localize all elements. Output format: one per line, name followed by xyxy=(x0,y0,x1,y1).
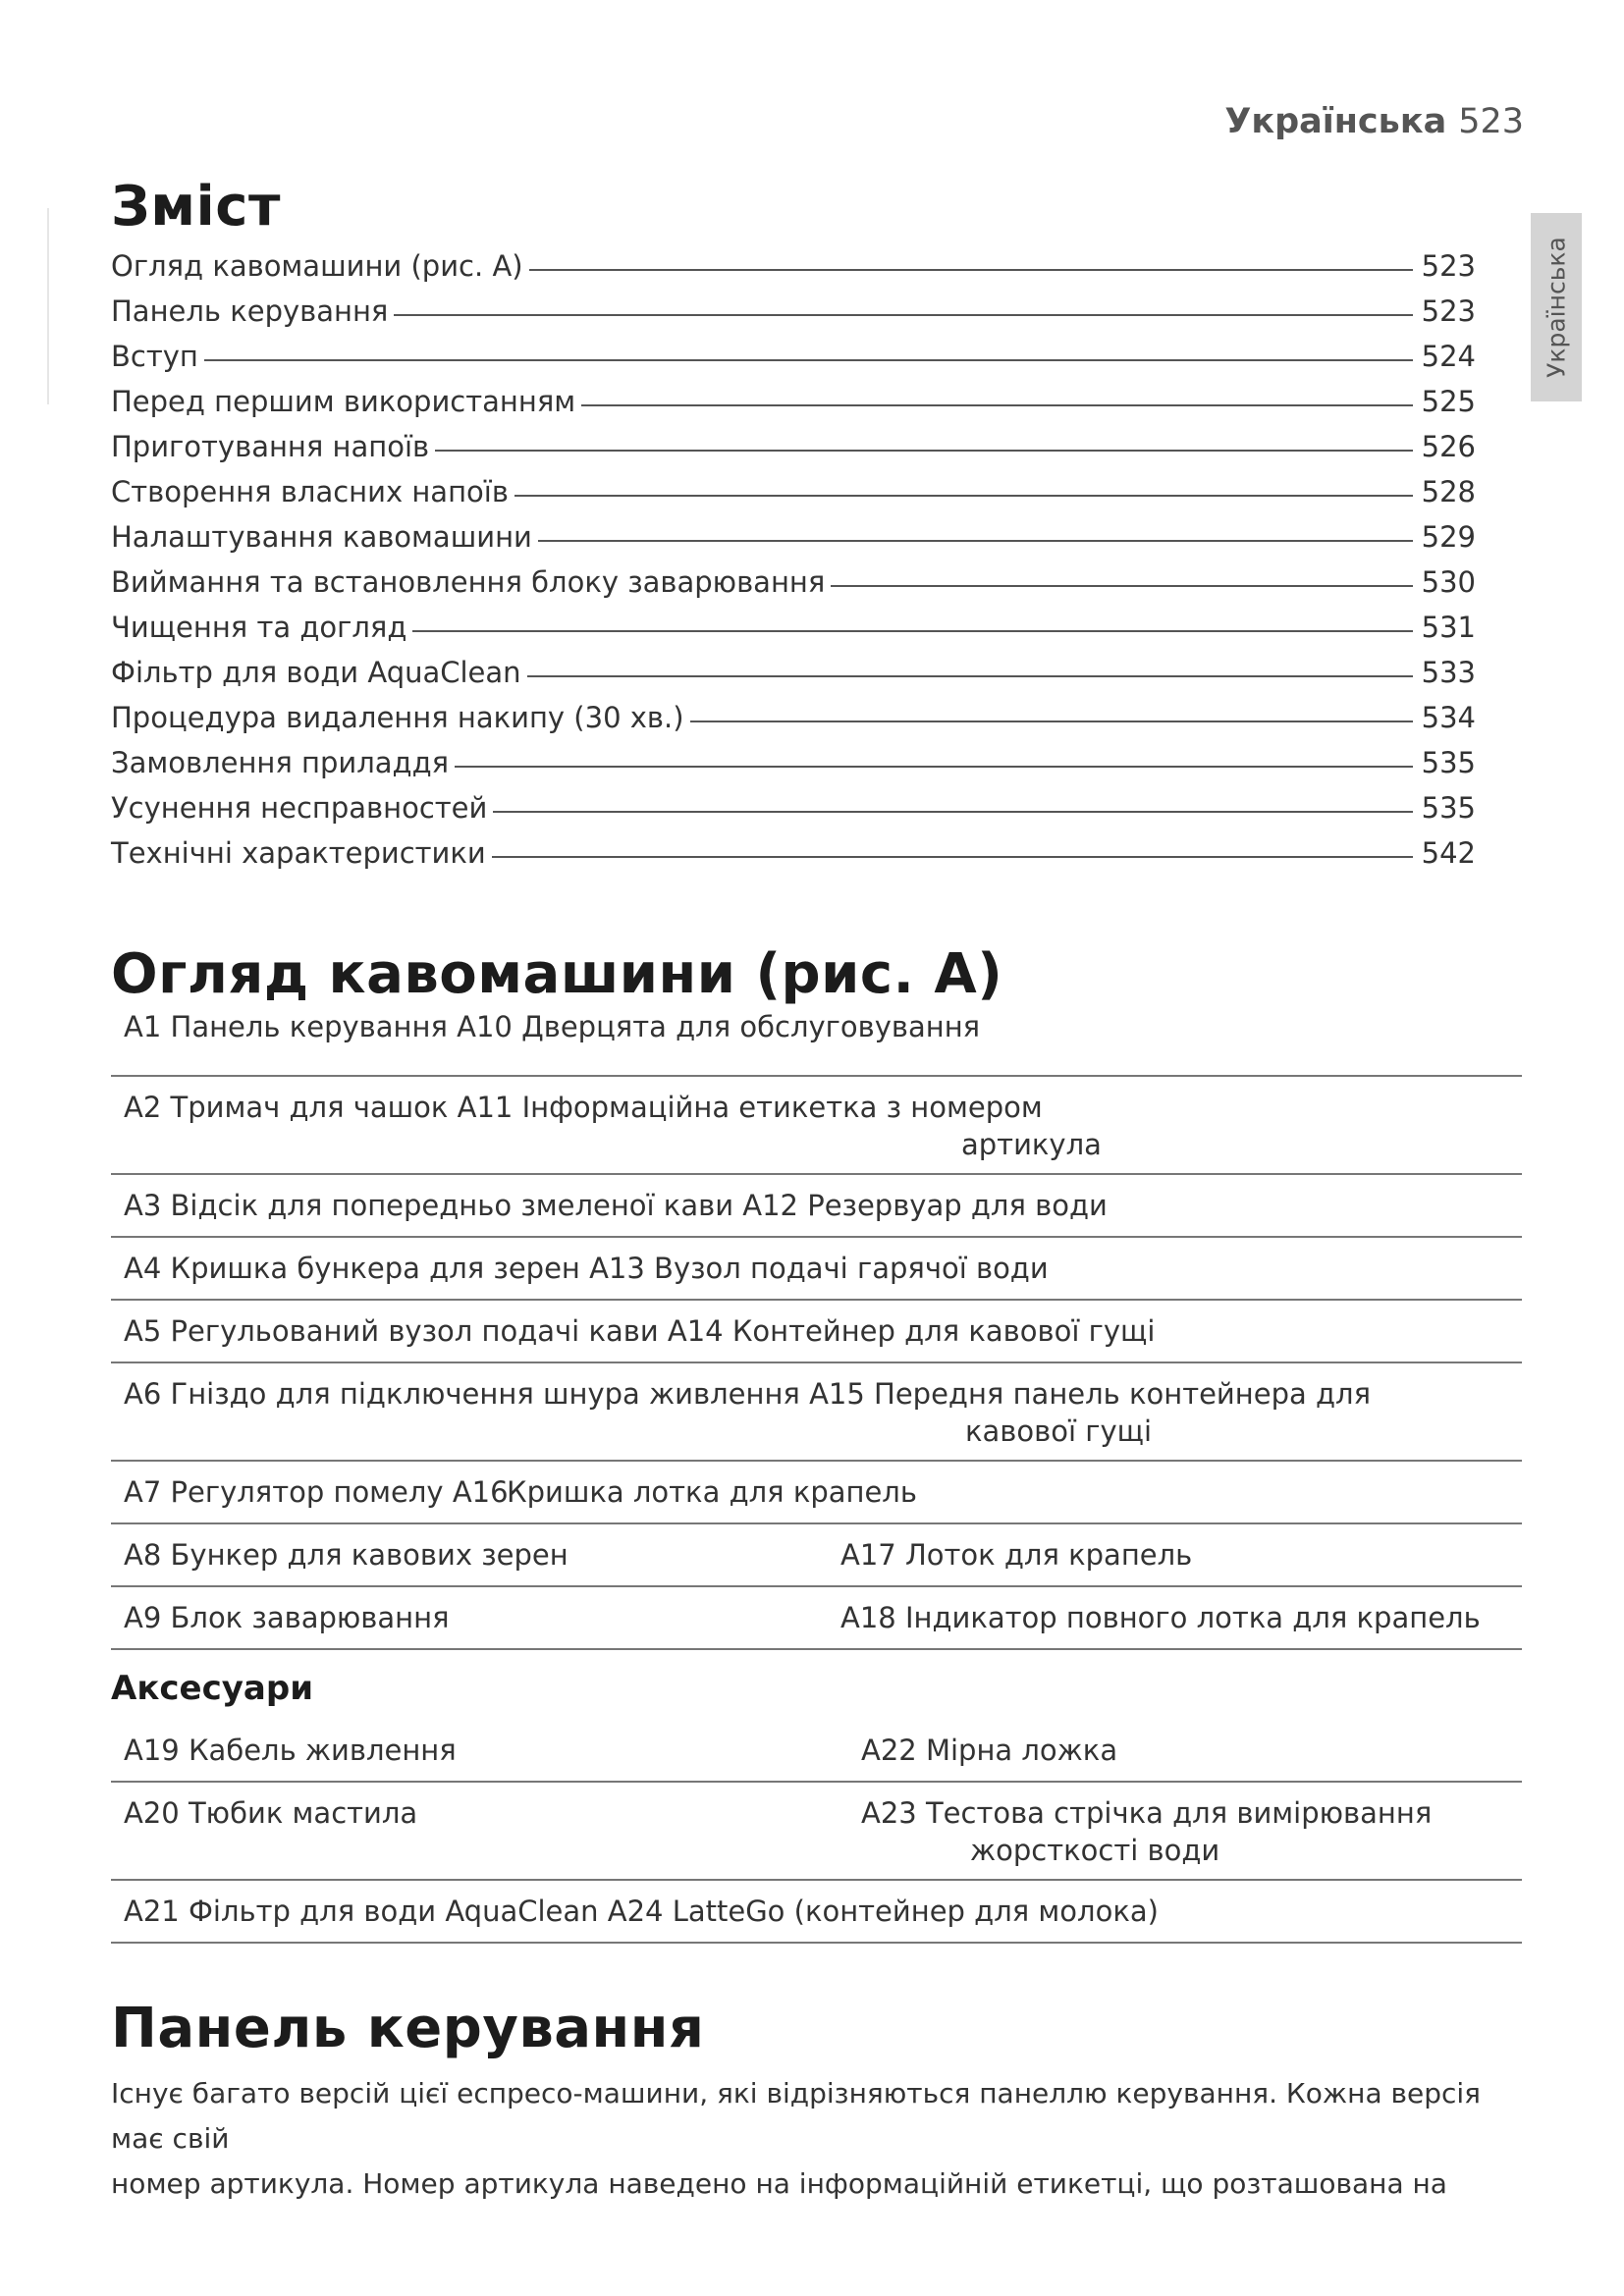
toc-entry xyxy=(111,430,1476,475)
table-row xyxy=(111,1783,1522,1881)
table-row xyxy=(111,1524,1522,1587)
toc-leader-line xyxy=(394,314,1413,316)
row-primary-text: A8 Бункер для кавових зерен xyxy=(124,1538,568,1572)
table-row xyxy=(111,1881,1522,1944)
toc-entry xyxy=(111,791,1476,836)
row-primary-text: A19 Кабель живлення xyxy=(124,1734,457,1767)
toc-leader-line xyxy=(492,856,1413,858)
language-side-tab xyxy=(1531,213,1582,401)
table-row xyxy=(111,1175,1522,1238)
table-row xyxy=(111,1077,1522,1175)
toc-entry-title: Налаштування кавомашини xyxy=(111,520,532,554)
toc-entry-title: Процедура видалення накипу (30 хв.) xyxy=(111,701,684,734)
row-primary-text: A7 Регулятор помелу A16 xyxy=(124,1475,509,1509)
table-row xyxy=(111,1462,1522,1524)
table-row xyxy=(111,1363,1522,1462)
toc-entry-page: 531 xyxy=(1421,611,1476,644)
toc-entry xyxy=(111,385,1476,430)
header-language: Українська xyxy=(1224,102,1447,141)
toc-entry-title: Перед першим використанням xyxy=(111,385,576,418)
toc-entry xyxy=(111,701,1476,746)
row-secondary-text: A17 Лоток для крапель xyxy=(840,1538,1193,1572)
row-primary-text: A5 Регульований вузол подачі кави A14 Контейнер для кавової гущі xyxy=(124,1314,1156,1348)
table-row xyxy=(111,1587,1522,1650)
paragraph-line: номер артикула. Номер артикула наведено на інформаційній етикетці, що розташована на xyxy=(111,2167,1447,2200)
row-secondary-text: A23 Тестова стрічка для вимірювання xyxy=(861,1796,1433,1830)
control-panel-paragraph xyxy=(111,2071,1525,2207)
toc-entry-page: 523 xyxy=(1421,294,1476,328)
toc-entry-title: Приготування напоїв xyxy=(111,430,430,463)
overview-table xyxy=(111,996,1522,1650)
toc-entry-title: Вступ xyxy=(111,340,198,373)
row-continuation-text: артикула xyxy=(961,1128,1102,1161)
row-primary-text: A20 Тюбик мастила xyxy=(124,1796,418,1830)
toc-entry-title: Фільтр для води AquaClean xyxy=(111,656,521,689)
row-primary-text: A21 Фільтр для води AquaClean A24 LatteGo (контейнер для молока) xyxy=(124,1895,1159,1928)
toc-leader-line xyxy=(529,269,1413,271)
toc-entry xyxy=(111,475,1476,520)
table-of-contents xyxy=(111,249,1476,881)
toc-entry xyxy=(111,565,1476,611)
toc-entry-page: 542 xyxy=(1421,836,1476,870)
toc-entry xyxy=(111,520,1476,565)
row-primary-text: A6 Гніздо для підключення шнура живлення A15 Передня панель контейнера для xyxy=(124,1377,1372,1411)
toc-entry-page: 535 xyxy=(1421,746,1476,779)
toc-entry-title: Замовлення приладдя xyxy=(111,746,450,779)
row-primary-text: A3 Відсік для попередньо змеленої кави A12 Резервуар для води xyxy=(124,1189,1108,1222)
table-row xyxy=(111,1301,1522,1363)
table-row xyxy=(111,1238,1522,1301)
toc-entry-title: Виймання та встановлення блоку заварювання xyxy=(111,565,826,599)
toc-leader-line xyxy=(435,450,1413,452)
toc-entry-title: Огляд кавомашини (рис. A) xyxy=(111,249,523,283)
row-secondary-text: A22 Мірна ложка xyxy=(861,1734,1118,1767)
page-number: 523 xyxy=(1458,102,1524,141)
row-continuation-text: жорсткості води xyxy=(970,1834,1220,1867)
table-row xyxy=(111,996,1522,1077)
side-tab-label: Українська xyxy=(1542,237,1571,378)
row-secondary-text: A18 Індикатор повного лотка для крапель xyxy=(840,1601,1481,1634)
toc-entry xyxy=(111,656,1476,701)
toc-entry-title: Створення власних напоїв xyxy=(111,475,509,508)
toc-leader-line xyxy=(412,630,1413,632)
toc-entry xyxy=(111,746,1476,791)
toc-entry-page: 523 xyxy=(1421,249,1476,283)
toc-leader-line xyxy=(831,585,1413,587)
row-primary-text: A4 Кришка бункера для зерен A13 Вузол подачі гарячої води xyxy=(124,1252,1049,1285)
toc-entry-page: 534 xyxy=(1421,701,1476,734)
toc-entry-title: Усунення несправностей xyxy=(111,791,488,825)
accessories-title: Аксесуари xyxy=(111,1669,314,1708)
toc-entry-page: 535 xyxy=(1421,791,1476,825)
toc-entry xyxy=(111,836,1476,881)
toc-leader-line xyxy=(538,540,1413,542)
toc-entry-page: 529 xyxy=(1421,520,1476,554)
toc-entry xyxy=(111,340,1476,385)
row-primary-text: A9 Блок заварювання xyxy=(124,1601,450,1634)
paragraph-line: Існує багато версій цієї еспресо-машини, які відрізняються панеллю керування. Кожна версія має свій xyxy=(111,2077,1482,2155)
row-secondary-text: Кришка лотка для крапель xyxy=(507,1475,917,1509)
toc-leader-line xyxy=(514,495,1413,497)
table-row xyxy=(111,1720,1522,1783)
margin-rule xyxy=(47,208,49,404)
toc-leader-line xyxy=(493,811,1413,813)
toc-title: Зміст xyxy=(111,175,281,239)
row-primary-text: A1 Панель керування A10 Дверцята для обслуговування xyxy=(124,1010,981,1043)
toc-entry-page: 525 xyxy=(1421,385,1476,418)
toc-entry-page: 528 xyxy=(1421,475,1476,508)
row-primary-text: A2 Тримач для чашок A11 Інформаційна етикетка з номером xyxy=(124,1091,1043,1124)
overview-title: Огляд кавомашини (рис. A) xyxy=(111,942,1003,1006)
toc-entry-page: 526 xyxy=(1421,430,1476,463)
toc-entry xyxy=(111,249,1476,294)
toc-entry xyxy=(111,611,1476,656)
control-panel-title: Панель керування xyxy=(111,1997,705,2060)
toc-leader-line xyxy=(455,766,1413,768)
toc-entry-title: Технічні характеристики xyxy=(111,836,486,870)
page-header xyxy=(1224,102,1524,141)
toc-entry-page: 533 xyxy=(1421,656,1476,689)
toc-leader-line xyxy=(690,721,1413,722)
toc-entry-page: 530 xyxy=(1421,565,1476,599)
toc-entry-title: Чищення та догляд xyxy=(111,611,407,644)
toc-leader-line xyxy=(527,675,1413,677)
toc-leader-line xyxy=(581,404,1413,406)
row-continuation-text: кавової гущі xyxy=(965,1415,1153,1448)
toc-entry xyxy=(111,294,1476,340)
toc-entry-title: Панель керування xyxy=(111,294,389,328)
toc-leader-line xyxy=(204,359,1413,361)
accessories-table xyxy=(111,1720,1522,1944)
toc-entry-page: 524 xyxy=(1421,340,1476,373)
